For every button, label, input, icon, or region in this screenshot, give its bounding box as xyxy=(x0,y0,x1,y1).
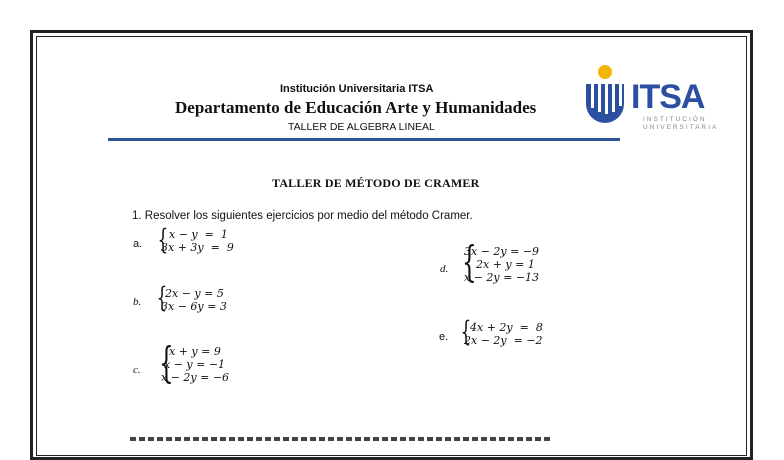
document-title: TALLER DE MÉTODO DE CRAMER xyxy=(272,176,480,190)
question-1-instruction: 1. Resolver los siguientes ejercicios por medio del método Cramer. xyxy=(132,210,473,222)
header-divider xyxy=(108,138,620,141)
exercise-a-label: a. xyxy=(133,238,143,250)
workshop-subtitle: TALLER DE ALGEBRA LINEAL xyxy=(288,121,435,133)
exercise-c-brace: { xyxy=(159,338,174,387)
itsa-logo-subtext-2: UNIVERSITARIA xyxy=(643,124,719,131)
itsa-logo-icon xyxy=(583,64,631,136)
exercise-e-label: e. xyxy=(439,331,449,343)
exercise-a-eq-1: x − y = 1 xyxy=(169,228,228,241)
exercise-e-eq-2: 2x − 2y = −2 xyxy=(464,334,543,347)
itsa-logo-subtext-1: INSTITUCIÓN xyxy=(643,116,707,123)
exercise-d-eq-3: x − 2y = −13 xyxy=(464,271,540,284)
exercise-b-eq-1: 2x − y = 5 xyxy=(165,287,224,300)
exercise-d-label: d. xyxy=(440,263,449,275)
exercise-c-eq-1: x + y = 9 xyxy=(169,345,221,358)
exercise-e-brace: { xyxy=(460,315,472,348)
itsa-logo xyxy=(583,64,723,136)
cut-off-text-line xyxy=(130,433,550,441)
exercise-e-system xyxy=(464,321,543,347)
exercise-d-eq-2: 2x + y = 1 xyxy=(476,258,535,271)
exercise-b-eq-2: 3x − 6y = 3 xyxy=(161,300,227,313)
exercise-a-eq-2: 3x + 3y = 9 xyxy=(161,241,234,254)
exercise-b-system xyxy=(161,287,227,313)
itsa-logo-text: ITSA xyxy=(631,78,705,116)
exercise-c-system xyxy=(161,345,229,384)
exercise-e-eq-1: 4x + 2y = 8 xyxy=(470,321,543,334)
exercise-a-brace: { xyxy=(157,223,169,256)
exercise-b-brace: { xyxy=(156,281,168,314)
exercise-c-eq-2: x − y = −1 xyxy=(164,358,226,371)
exercise-d-system xyxy=(464,245,539,284)
exercise-d-brace: { xyxy=(462,237,477,286)
exercise-d-eq-1: 3x − 2y = −9 xyxy=(464,245,540,258)
exercise-a-system xyxy=(161,228,234,254)
department-title: Departamento de Educación Arte y Humanidades xyxy=(175,98,537,117)
institution-name: Institución Universitaria ITSA xyxy=(280,83,434,95)
exercise-c-eq-3: x − 2y = −6 xyxy=(161,371,230,384)
exercise-c-label: c. xyxy=(133,364,141,376)
exercise-b-label: b. xyxy=(133,296,142,308)
